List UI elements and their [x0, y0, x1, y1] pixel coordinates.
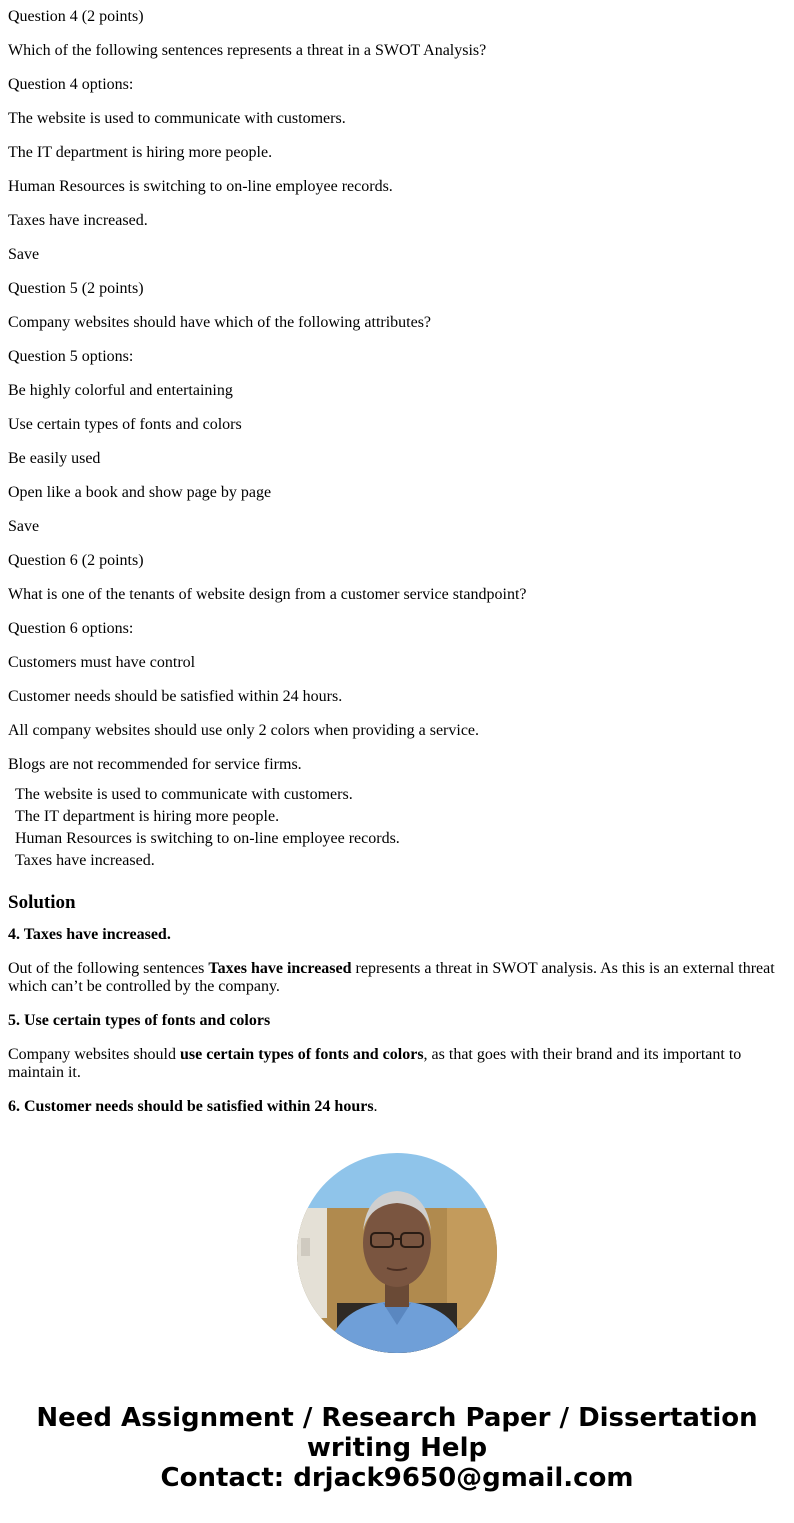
- document-content: [8, 0, 786, 1123]
- question-5: [8, 272, 786, 544]
- option-item: Blogs are not recommended for service firms.: [8, 756, 302, 773]
- question-4: [8, 0, 786, 272]
- answer-body-text: Company websites should: [8, 1046, 180, 1063]
- footer-contact: Contact: drjack9650@gmail.com: [160, 1463, 634, 1493]
- answer-title: [8, 1090, 786, 1123]
- option-item: The website is used to communicate with customers.: [8, 110, 346, 127]
- question-header: Question 4 (2 points): [8, 8, 144, 25]
- avatar-face: [363, 1199, 431, 1287]
- solution-section: [8, 888, 786, 1123]
- avatar: [297, 1153, 497, 1353]
- option-item: Use certain types of fonts and colors: [8, 416, 242, 433]
- footer-line-1: Need Assignment / Research Paper / Dissertation: [36, 1403, 758, 1433]
- option-item: The IT department is hiring more people.: [8, 144, 273, 161]
- question-prompt: Company websites should have which of the following attributes?: [8, 314, 432, 331]
- answer-title-text: 6. Customer needs should be satisfied within 24 hours: [8, 1098, 374, 1115]
- question-header: Question 6 (2 points): [8, 552, 144, 569]
- question-header: Question 5 (2 points): [8, 280, 144, 297]
- list-item: The IT department is hiring more people.: [15, 808, 280, 825]
- answer-body-text: Out of the following sentences: [8, 960, 209, 977]
- answer-title: 4. Taxes have increased.: [8, 926, 171, 943]
- save-text: Save: [8, 246, 40, 263]
- option-item: Human Resources is switching to on-line employee records.: [8, 178, 393, 195]
- solution-heading: Solution: [8, 892, 76, 913]
- question-prompt: What is one of the tenants of website design from a customer service standpoint?: [8, 586, 527, 603]
- answer-highlight: Taxes have increased: [208, 960, 352, 977]
- avatar-portrait: [297, 1153, 497, 1353]
- save-text: Save: [8, 518, 40, 535]
- question-6: [8, 544, 786, 782]
- contact-footer: [0, 1403, 794, 1493]
- answer-title: 5. Use certain types of fonts and colors: [8, 1012, 271, 1029]
- avatar-switch: [301, 1238, 310, 1256]
- answer-title-suffix: .: [373, 1098, 378, 1115]
- options-label: Question 4 options:: [8, 76, 134, 93]
- option-item: Customer needs should be satisfied within 24 hours.: [8, 688, 343, 705]
- footer-line-2: writing Help: [306, 1433, 488, 1463]
- option-item: Be easily used: [8, 450, 101, 467]
- answer-body: [8, 952, 786, 1004]
- repeated-options-list: [8, 782, 786, 888]
- answer-body-text: represents a threat in SWOT analysis. As this is an external threat which can’t be controlled by the company.: [8, 960, 775, 995]
- avatar-door: [297, 1208, 327, 1318]
- list-item: Taxes have increased.: [15, 852, 155, 869]
- options-label: Question 6 options:: [8, 620, 134, 637]
- list-item: The website is used to communicate with customers.: [15, 786, 353, 803]
- options-label: Question 5 options:: [8, 348, 134, 365]
- list-item: Human Resources is switching to on-line employee records.: [15, 830, 400, 847]
- answer-body-text: , as that goes with their brand and its important to maintain it.: [8, 1046, 742, 1081]
- answer-highlight: use certain types of fonts and colors: [180, 1046, 424, 1063]
- option-item: Be highly colorful and entertaining: [8, 382, 233, 399]
- option-item: Customers must have control: [8, 654, 196, 671]
- question-prompt: Which of the following sentences represents a threat in a SWOT Analysis?: [8, 42, 487, 59]
- option-item: All company websites should use only 2 colors when providing a service.: [8, 722, 480, 739]
- answer-body: [8, 1038, 786, 1090]
- option-item: Open like a book and show page by page: [8, 484, 272, 501]
- option-item: Taxes have increased.: [8, 212, 148, 229]
